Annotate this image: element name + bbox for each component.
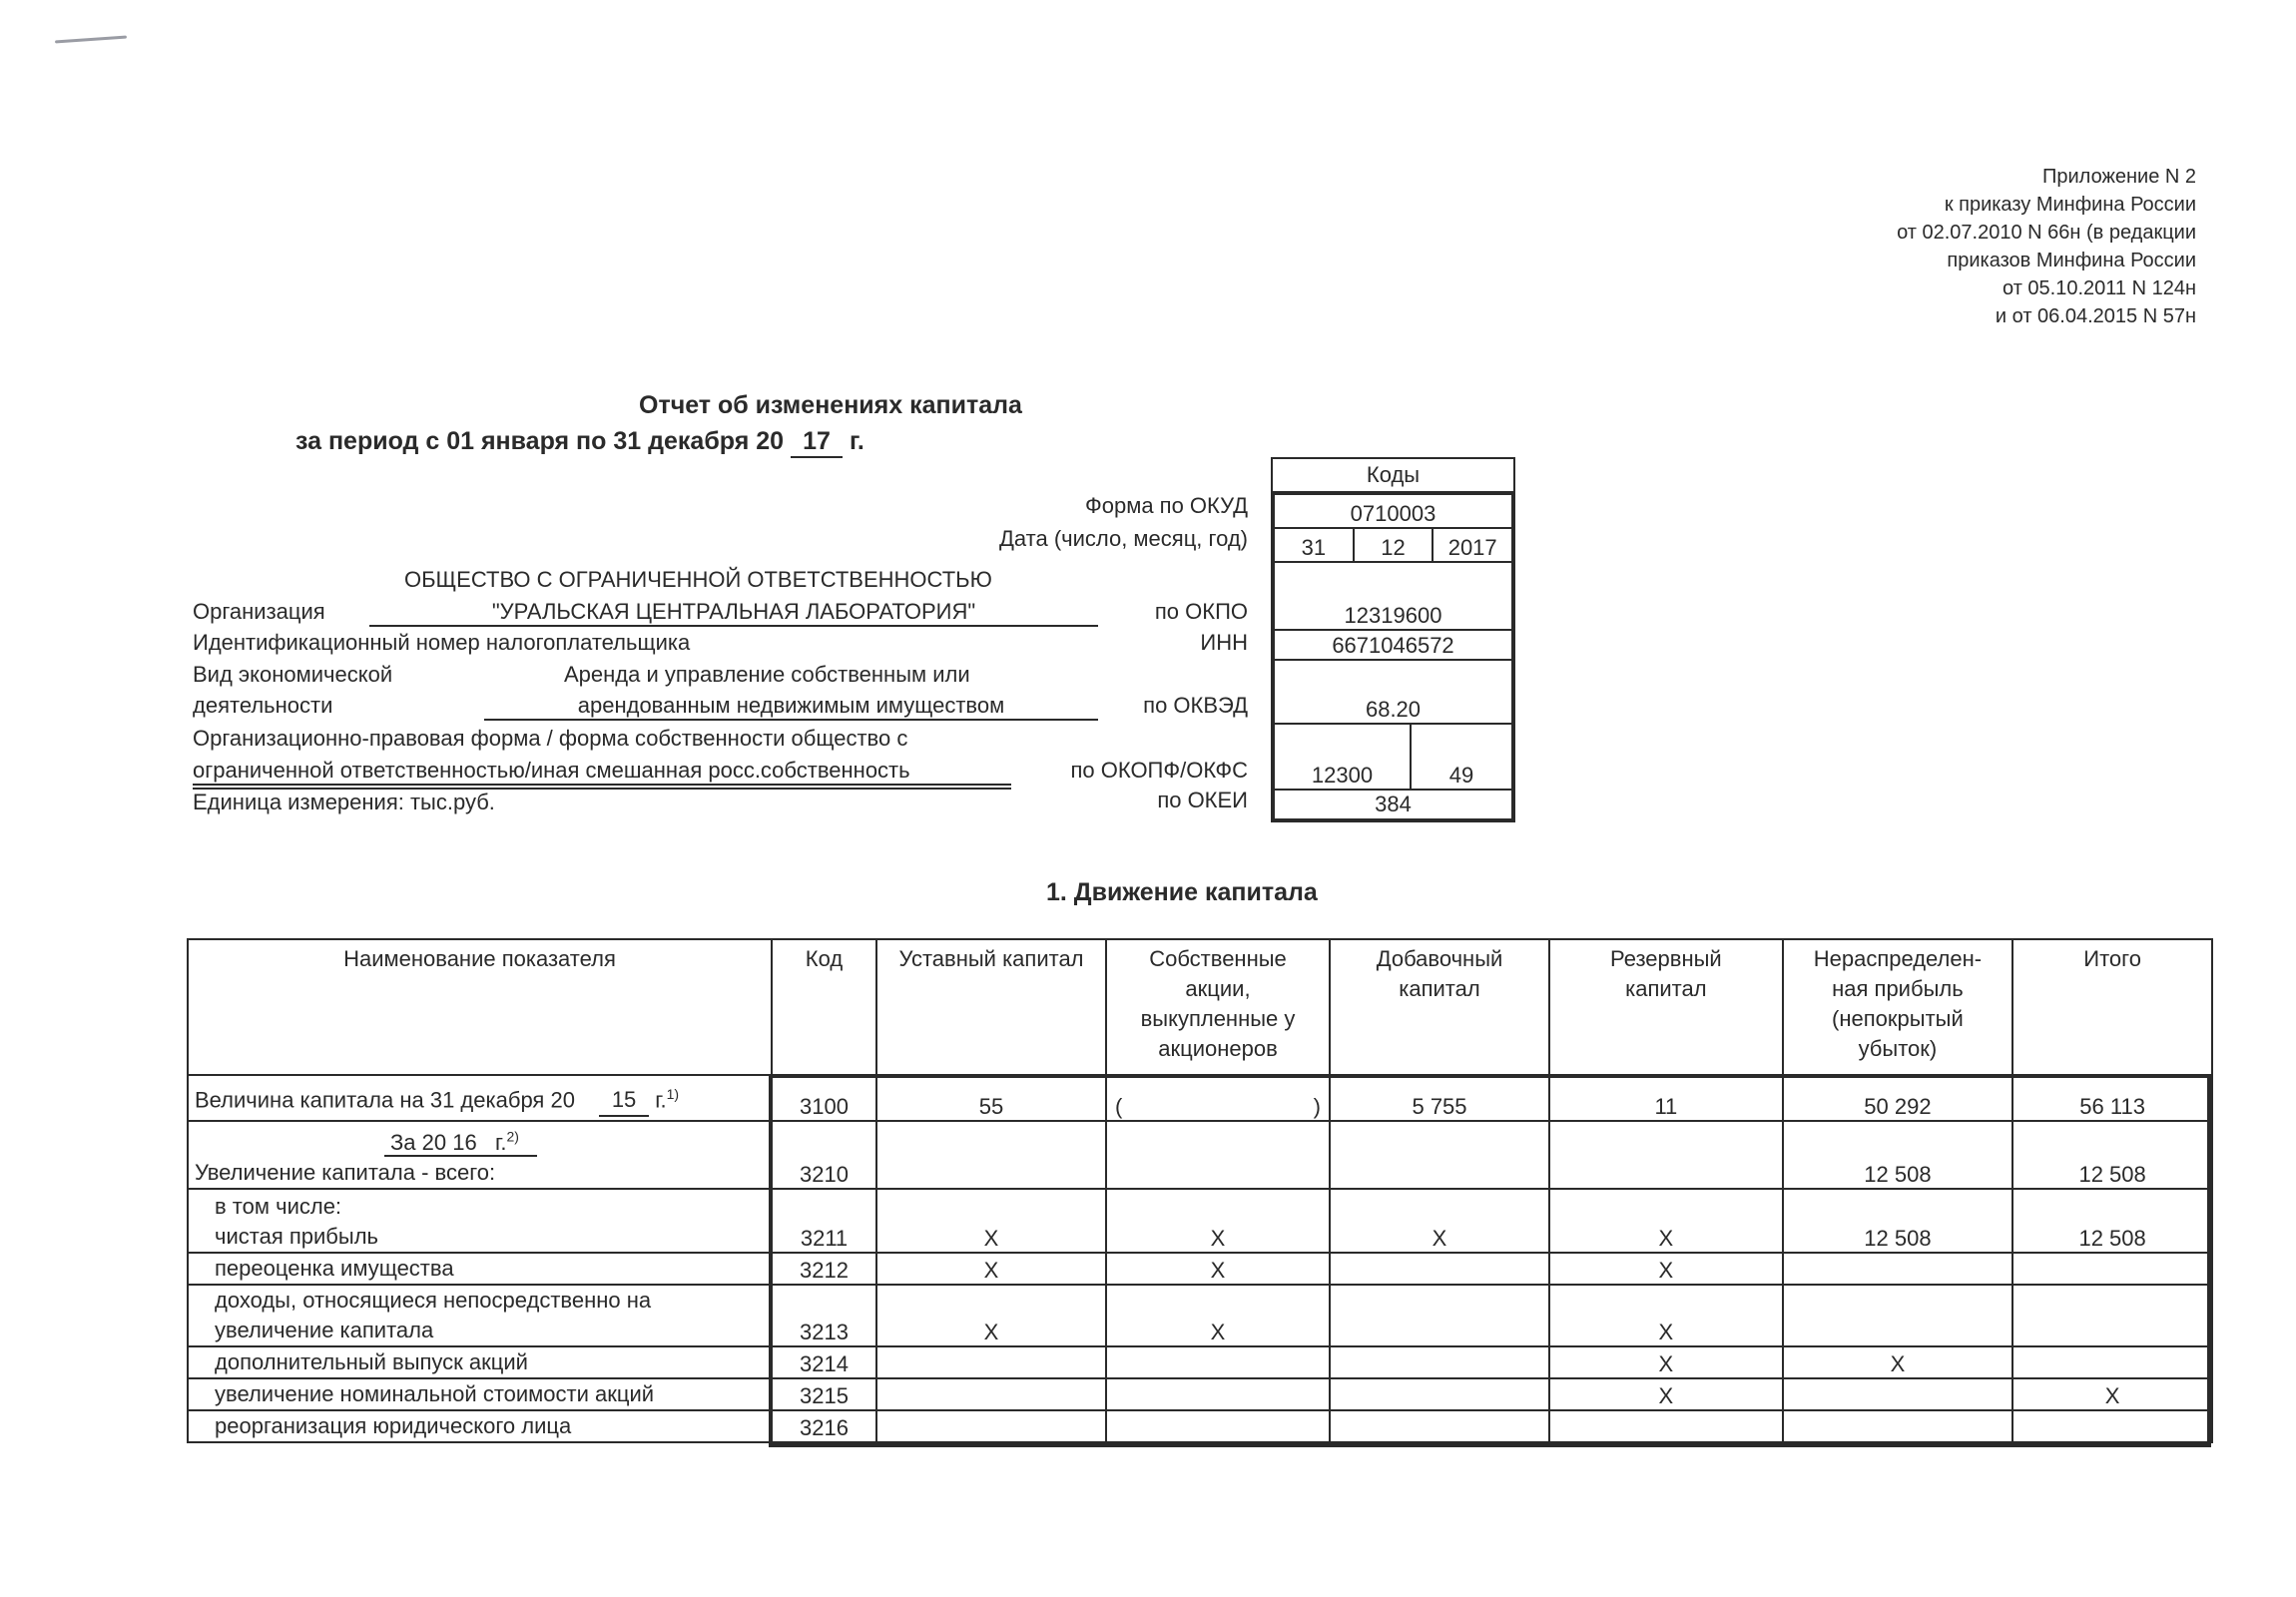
period-year: 17 bbox=[791, 427, 843, 458]
cell-charter: X bbox=[876, 1285, 1106, 1346]
legal-form-line-1: Организационно-правовая форма / форма собственности общество с bbox=[193, 726, 908, 751]
cell-retained: 12 508 bbox=[1783, 1121, 2012, 1189]
date-month: 12 bbox=[1353, 529, 1433, 561]
cell-total: 12 508 bbox=[2012, 1121, 2212, 1189]
col-header-name: Наименование показателя bbox=[188, 939, 772, 1075]
okpo-label: по ОКПО bbox=[1154, 599, 1248, 624]
org-label: Организация bbox=[193, 599, 325, 624]
inn-caption: Идентификационный номер налогоплательщика bbox=[193, 630, 691, 655]
row-3100-name: Величина капитала на 31 декабря 20 bbox=[195, 1087, 575, 1113]
cell-retained: X bbox=[1783, 1346, 2012, 1378]
cell-reserve bbox=[1549, 1121, 1783, 1189]
okei-label: по ОКЕИ bbox=[1157, 788, 1248, 812]
cell-additional bbox=[1330, 1410, 1549, 1442]
inn-label: ИНН bbox=[1200, 630, 1248, 655]
appendix-line: приказов Минфина России bbox=[1947, 250, 2196, 271]
col-header-own-shares: Собственные акции, выкупленные у акционеров bbox=[1106, 939, 1330, 1075]
cell-total: 56 113 bbox=[2012, 1075, 2212, 1121]
scan-mark bbox=[55, 35, 127, 43]
paren-close: ) bbox=[1313, 1094, 1321, 1119]
legal-form-line-2: ограниченной ответственностью/иная смешанная росс.собственность bbox=[193, 758, 1011, 786]
row-3100-suffix: г. bbox=[655, 1087, 667, 1113]
cell-total bbox=[2012, 1346, 2212, 1378]
row-3211-name: чистая прибыль bbox=[215, 1224, 378, 1250]
cell-reserve: X bbox=[1549, 1189, 1783, 1253]
appendix-line: Приложение N 2 bbox=[2042, 166, 2196, 188]
section-title: 1. Движение капитала bbox=[1046, 878, 1318, 906]
okopf-code: 12300 bbox=[1311, 763, 1374, 788]
cell-total bbox=[2012, 1253, 2212, 1285]
row-code: 3212 bbox=[772, 1253, 876, 1285]
date-year: 2017 bbox=[1432, 529, 1511, 561]
okved-code: 68.20 bbox=[1365, 697, 1422, 722]
row-code: 3210 bbox=[772, 1121, 876, 1189]
appendix-note bbox=[1897, 163, 2196, 330]
date-day: 31 bbox=[1301, 535, 1327, 560]
footnote-ref: 1) bbox=[666, 1085, 680, 1102]
org-name-line2: "УРАЛЬСКАЯ ЦЕНТРАЛЬНАЯ ЛАБОРАТОРИЯ" bbox=[369, 599, 1098, 627]
inn-code: 6671046572 bbox=[1332, 633, 1454, 658]
row-3210-name: Увеличение капитала - всего: bbox=[195, 1160, 496, 1186]
appendix-line: и от 06.04.2015 N 57н bbox=[1995, 305, 2196, 327]
cell-total bbox=[2012, 1285, 2212, 1346]
row-name: увеличение номинальной стоимости акций bbox=[188, 1378, 772, 1410]
activity-line-1: Аренда и управление собственным или bbox=[564, 662, 970, 687]
row-name bbox=[188, 1075, 772, 1121]
cell-additional: X bbox=[1330, 1189, 1549, 1253]
cell-reserve: X bbox=[1549, 1378, 1783, 1410]
cell-reserve: X bbox=[1549, 1346, 1783, 1378]
row-name bbox=[188, 1189, 772, 1253]
paren-open: ( bbox=[1115, 1094, 1123, 1119]
table-header-row bbox=[188, 939, 2212, 1075]
row-code: 3216 bbox=[772, 1410, 876, 1442]
table-row bbox=[188, 1121, 2212, 1189]
row-prefix: в том числе: bbox=[215, 1194, 342, 1220]
footnote-ref: 2) bbox=[506, 1129, 519, 1145]
cell-total: 12 508 bbox=[2012, 1189, 2212, 1253]
okud-code: 0710003 bbox=[1350, 501, 1436, 526]
cell-additional bbox=[1330, 1253, 1549, 1285]
table-row bbox=[188, 1346, 2212, 1378]
row-code: 3215 bbox=[772, 1378, 876, 1410]
row-name: доходы, относящиеся непосредственно на увеличение капитала bbox=[188, 1285, 772, 1346]
okfs-code: 49 bbox=[1410, 725, 1511, 789]
table-row bbox=[188, 1378, 2212, 1410]
row-code: 3214 bbox=[772, 1346, 876, 1378]
period-label: За 20 16 bbox=[390, 1130, 477, 1156]
cell-additional bbox=[1330, 1121, 1549, 1189]
okopf-label: по ОКОПФ/ОКФС bbox=[1070, 758, 1248, 783]
period-suffix: г. bbox=[495, 1130, 507, 1156]
cell-charter bbox=[876, 1410, 1106, 1442]
cell-own-shares bbox=[1106, 1346, 1330, 1378]
row-code: 3213 bbox=[772, 1285, 876, 1346]
table-row bbox=[188, 1285, 2212, 1346]
row-name: реорганизация юридического лица bbox=[188, 1410, 772, 1442]
cell-retained bbox=[1783, 1410, 2012, 1442]
row-3100-year: 15 bbox=[599, 1085, 649, 1117]
cell-charter: X bbox=[876, 1189, 1106, 1253]
capital-movement-table bbox=[187, 938, 2213, 1443]
table-row bbox=[188, 1410, 2212, 1442]
col-header-code: Код bbox=[772, 939, 876, 1075]
col-header-total: Итого bbox=[2012, 939, 2212, 1075]
unit-label: Единица измерения: тыс.руб. bbox=[193, 788, 1011, 815]
cell-charter: 55 bbox=[876, 1075, 1106, 1121]
okei-code: 384 bbox=[1375, 792, 1412, 816]
table-row bbox=[188, 1253, 2212, 1285]
cell-retained: 50 292 bbox=[1783, 1075, 2012, 1121]
cell-charter bbox=[876, 1378, 1106, 1410]
appendix-line: от 02.07.2010 N 66н (в редакции bbox=[1897, 222, 2196, 244]
cell-own-shares bbox=[1106, 1121, 1330, 1189]
col-header-additional: Добавочный капитал bbox=[1330, 939, 1549, 1075]
report-period bbox=[295, 427, 864, 458]
row-code: 3100 bbox=[772, 1075, 876, 1121]
row-name: переоценка имущества bbox=[188, 1253, 772, 1285]
cell-charter bbox=[876, 1121, 1106, 1189]
org-name-line1: ОБЩЕСТВО С ОГРАНИЧЕННОЙ ОТВЕТСТВЕННОСТЬЮ bbox=[404, 567, 992, 592]
cell-charter bbox=[876, 1346, 1106, 1378]
appendix-line: от 05.10.2011 N 124н bbox=[2003, 277, 2196, 299]
period-suffix: г. bbox=[849, 427, 864, 455]
cell-retained bbox=[1783, 1285, 2012, 1346]
table-row bbox=[188, 1189, 2212, 1253]
codes-box bbox=[1271, 457, 1515, 822]
report-title: Отчет об изменениях капитала bbox=[639, 391, 1022, 419]
date-label: Дата (число, месяц, год) bbox=[998, 526, 1248, 551]
cell-additional bbox=[1330, 1378, 1549, 1410]
cell-charter: X bbox=[876, 1253, 1106, 1285]
cell-additional: 5 755 bbox=[1330, 1075, 1549, 1121]
col-header-charter: Уставный капитал bbox=[876, 939, 1106, 1075]
cell-total bbox=[2012, 1410, 2212, 1442]
cell-total: X bbox=[2012, 1378, 2212, 1410]
row-name: дополнительный выпуск акций bbox=[188, 1346, 772, 1378]
cell-retained bbox=[1783, 1253, 2012, 1285]
okved-label: по ОКВЭД bbox=[1143, 693, 1248, 718]
cell-own-shares bbox=[1106, 1075, 1330, 1121]
cell-additional bbox=[1330, 1346, 1549, 1378]
row-name bbox=[188, 1121, 772, 1189]
cell-retained: 12 508 bbox=[1783, 1189, 2012, 1253]
col-header-retained: Нераспределен-ная прибыль (непокрытый убыток) bbox=[1783, 939, 2012, 1075]
activity-line-2: арендованным недвижимым имуществом bbox=[484, 693, 1098, 721]
activity-label-1: Вид экономической bbox=[193, 662, 393, 687]
cell-reserve: X bbox=[1549, 1285, 1783, 1346]
cell-own-shares: X bbox=[1106, 1189, 1330, 1253]
cell-retained bbox=[1783, 1378, 2012, 1410]
cell-reserve: X bbox=[1549, 1253, 1783, 1285]
cell-reserve bbox=[1549, 1410, 1783, 1442]
cell-own-shares: X bbox=[1106, 1285, 1330, 1346]
okpo-code: 12319600 bbox=[1344, 603, 1442, 628]
period-prefix: за период с 01 января по 31 декабря 20 bbox=[295, 427, 785, 455]
codes-header: Коды bbox=[1271, 457, 1515, 491]
appendix-line: к приказу Минфина России bbox=[1944, 194, 2196, 216]
cell-own-shares bbox=[1106, 1378, 1330, 1410]
col-header-reserve: Резервный капитал bbox=[1549, 939, 1783, 1075]
cell-own-shares: X bbox=[1106, 1253, 1330, 1285]
row-code: 3211 bbox=[772, 1189, 876, 1253]
cell-own-shares bbox=[1106, 1410, 1330, 1442]
cell-reserve: 11 bbox=[1549, 1075, 1783, 1121]
okud-label: Форма по ОКУД bbox=[1085, 493, 1248, 518]
cell-additional bbox=[1330, 1285, 1549, 1346]
activity-label-2: деятельности bbox=[193, 693, 333, 718]
table-row bbox=[188, 1075, 2212, 1121]
